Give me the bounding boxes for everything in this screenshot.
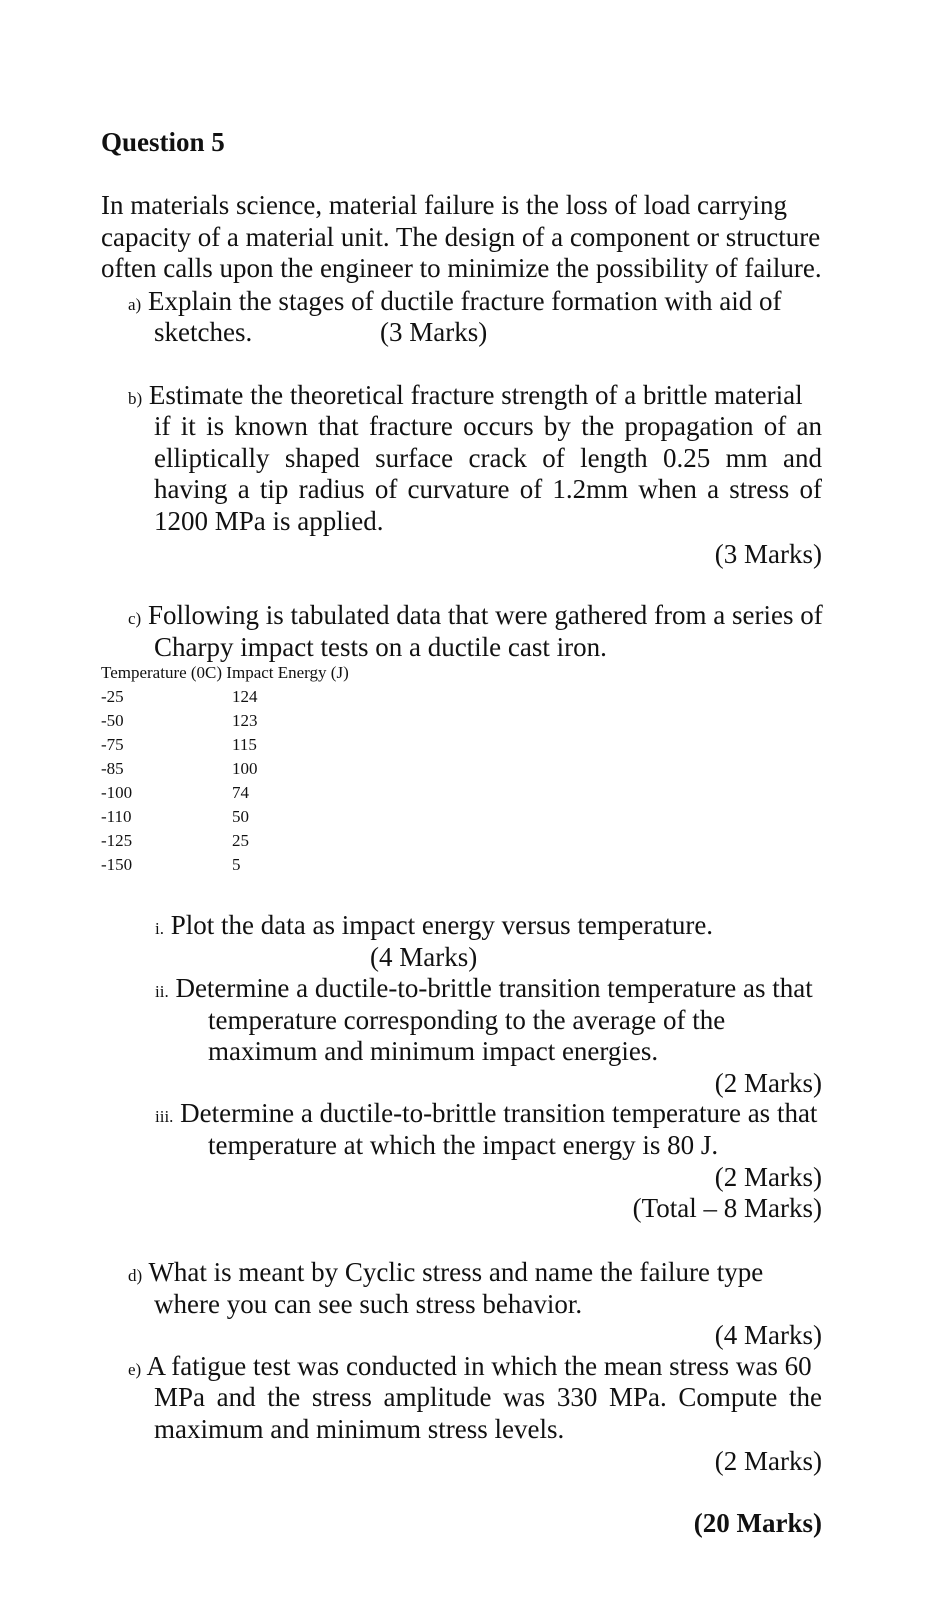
energy-cell: 123	[232, 711, 258, 730]
energy-cell: 50	[232, 807, 249, 826]
energy-cell: 115	[232, 735, 257, 754]
temperature-cell: -125	[101, 831, 133, 850]
part-b-line-4: having a tip radius of curvature of 1.2mm when a stress of	[154, 474, 822, 504]
temperature-cell: -150	[101, 855, 133, 874]
sub-iii-line-1	[155, 1098, 817, 1133]
energy-cell: 5	[232, 855, 241, 874]
part-c-line-1	[128, 600, 823, 635]
table-header: Temperature (0C) Impact Energy (J)	[101, 663, 349, 682]
part-b-marks: (3 Marks)	[714, 539, 822, 569]
sub-ii-marks: (2 Marks)	[714, 1068, 822, 1098]
sub-iii-text: Determine a ductile-to-brittle transition temperature as that	[180, 1098, 818, 1128]
part-c-total-marks: (Total – 8 Marks)	[632, 1193, 822, 1223]
intro-paragraph	[101, 190, 823, 285]
part-e-marks: (2 Marks)	[714, 1446, 822, 1476]
part-a-line-2: sketches.	[154, 317, 253, 347]
sub-i-marks: (4 Marks)	[370, 942, 478, 972]
part-e-line-1	[128, 1351, 812, 1386]
energy-cell: 124	[232, 687, 258, 706]
part-d-line-2: where you can see such stress behavior.	[154, 1289, 583, 1319]
sub-i-text: Plot the data as impact energy versus temperature.	[170, 910, 714, 940]
part-a-line-1	[128, 286, 782, 321]
part-b-line-2: if it is known that fracture occurs by the propagation of an	[154, 411, 822, 441]
temperature-cell: -85	[101, 759, 124, 778]
temperature-cell: -25	[101, 687, 124, 706]
part-c-label: c)	[128, 609, 142, 628]
question-title: Question 5	[101, 127, 225, 157]
intro-line: In materials science, material failure is the loss of load carrying	[101, 190, 787, 220]
part-c-text: Following is tabulated data that were gathered from a series of	[147, 600, 823, 630]
energy-cell: 100	[232, 759, 258, 778]
sub-iii-line-2: temperature at which the impact energy is 80 J.	[208, 1130, 719, 1160]
sub-ii-line-3: maximum and minimum impact energies.	[208, 1036, 659, 1066]
part-c-line-2: Charpy impact tests on a ductile cast iron.	[154, 632, 607, 662]
intro-line: capacity of a material unit. The design of a component or structure	[101, 221, 821, 252]
sub-i-label: i.	[155, 919, 164, 938]
sub-iii-label: iii.	[155, 1107, 174, 1126]
sub-iii-marks: (2 Marks)	[714, 1162, 822, 1192]
part-a-marks: (3 Marks)	[380, 317, 488, 347]
part-e-label: e)	[128, 1360, 142, 1379]
temperature-cell: -110	[101, 807, 132, 826]
part-b-line-1	[128, 380, 803, 415]
part-b-line-5: 1200 MPa is applied.	[154, 506, 384, 536]
sub-ii-text: Determine a ductile-to-brittle transition temperature as that	[175, 973, 813, 1003]
part-d-label: d)	[128, 1266, 143, 1285]
part-b-text: Estimate the theoretical fracture strength of a brittle material	[148, 380, 803, 410]
part-e-line-3: maximum and minimum stress levels.	[154, 1414, 565, 1444]
part-b-label: b)	[128, 389, 143, 408]
part-a-text: Explain the stages of ductile fracture formation with aid of	[147, 286, 782, 316]
part-e-text: A fatigue test was conducted in which the mean stress was 60	[146, 1351, 812, 1381]
part-e-line-2: MPa and the stress amplitude was 330 MPa. Compute the	[154, 1382, 822, 1412]
part-d-line-1	[128, 1257, 763, 1292]
energy-cell: 74	[232, 783, 249, 802]
sub-ii-line-1	[155, 973, 813, 1008]
grand-total-marks: (20 Marks)	[693, 1508, 822, 1538]
temperature-cell: -100	[101, 783, 133, 802]
temperature-cell: -75	[101, 735, 124, 754]
sub-ii-label: ii.	[155, 982, 169, 1001]
part-a-label: a)	[128, 295, 142, 314]
sub-i-line	[155, 910, 713, 945]
part-b-line-3: elliptically shaped surface crack of length 0.25 mm and	[154, 443, 822, 473]
sub-ii-line-2: temperature corresponding to the average of the	[208, 1005, 726, 1035]
temperature-cell: -50	[101, 711, 124, 730]
part-d-text: What is meant by Cyclic stress and name the failure type	[148, 1257, 764, 1287]
energy-cell: 25	[232, 831, 249, 850]
intro-line: often calls upon the engineer to minimize the possibility of failure.	[101, 253, 822, 283]
part-d-marks: (4 Marks)	[714, 1320, 822, 1350]
